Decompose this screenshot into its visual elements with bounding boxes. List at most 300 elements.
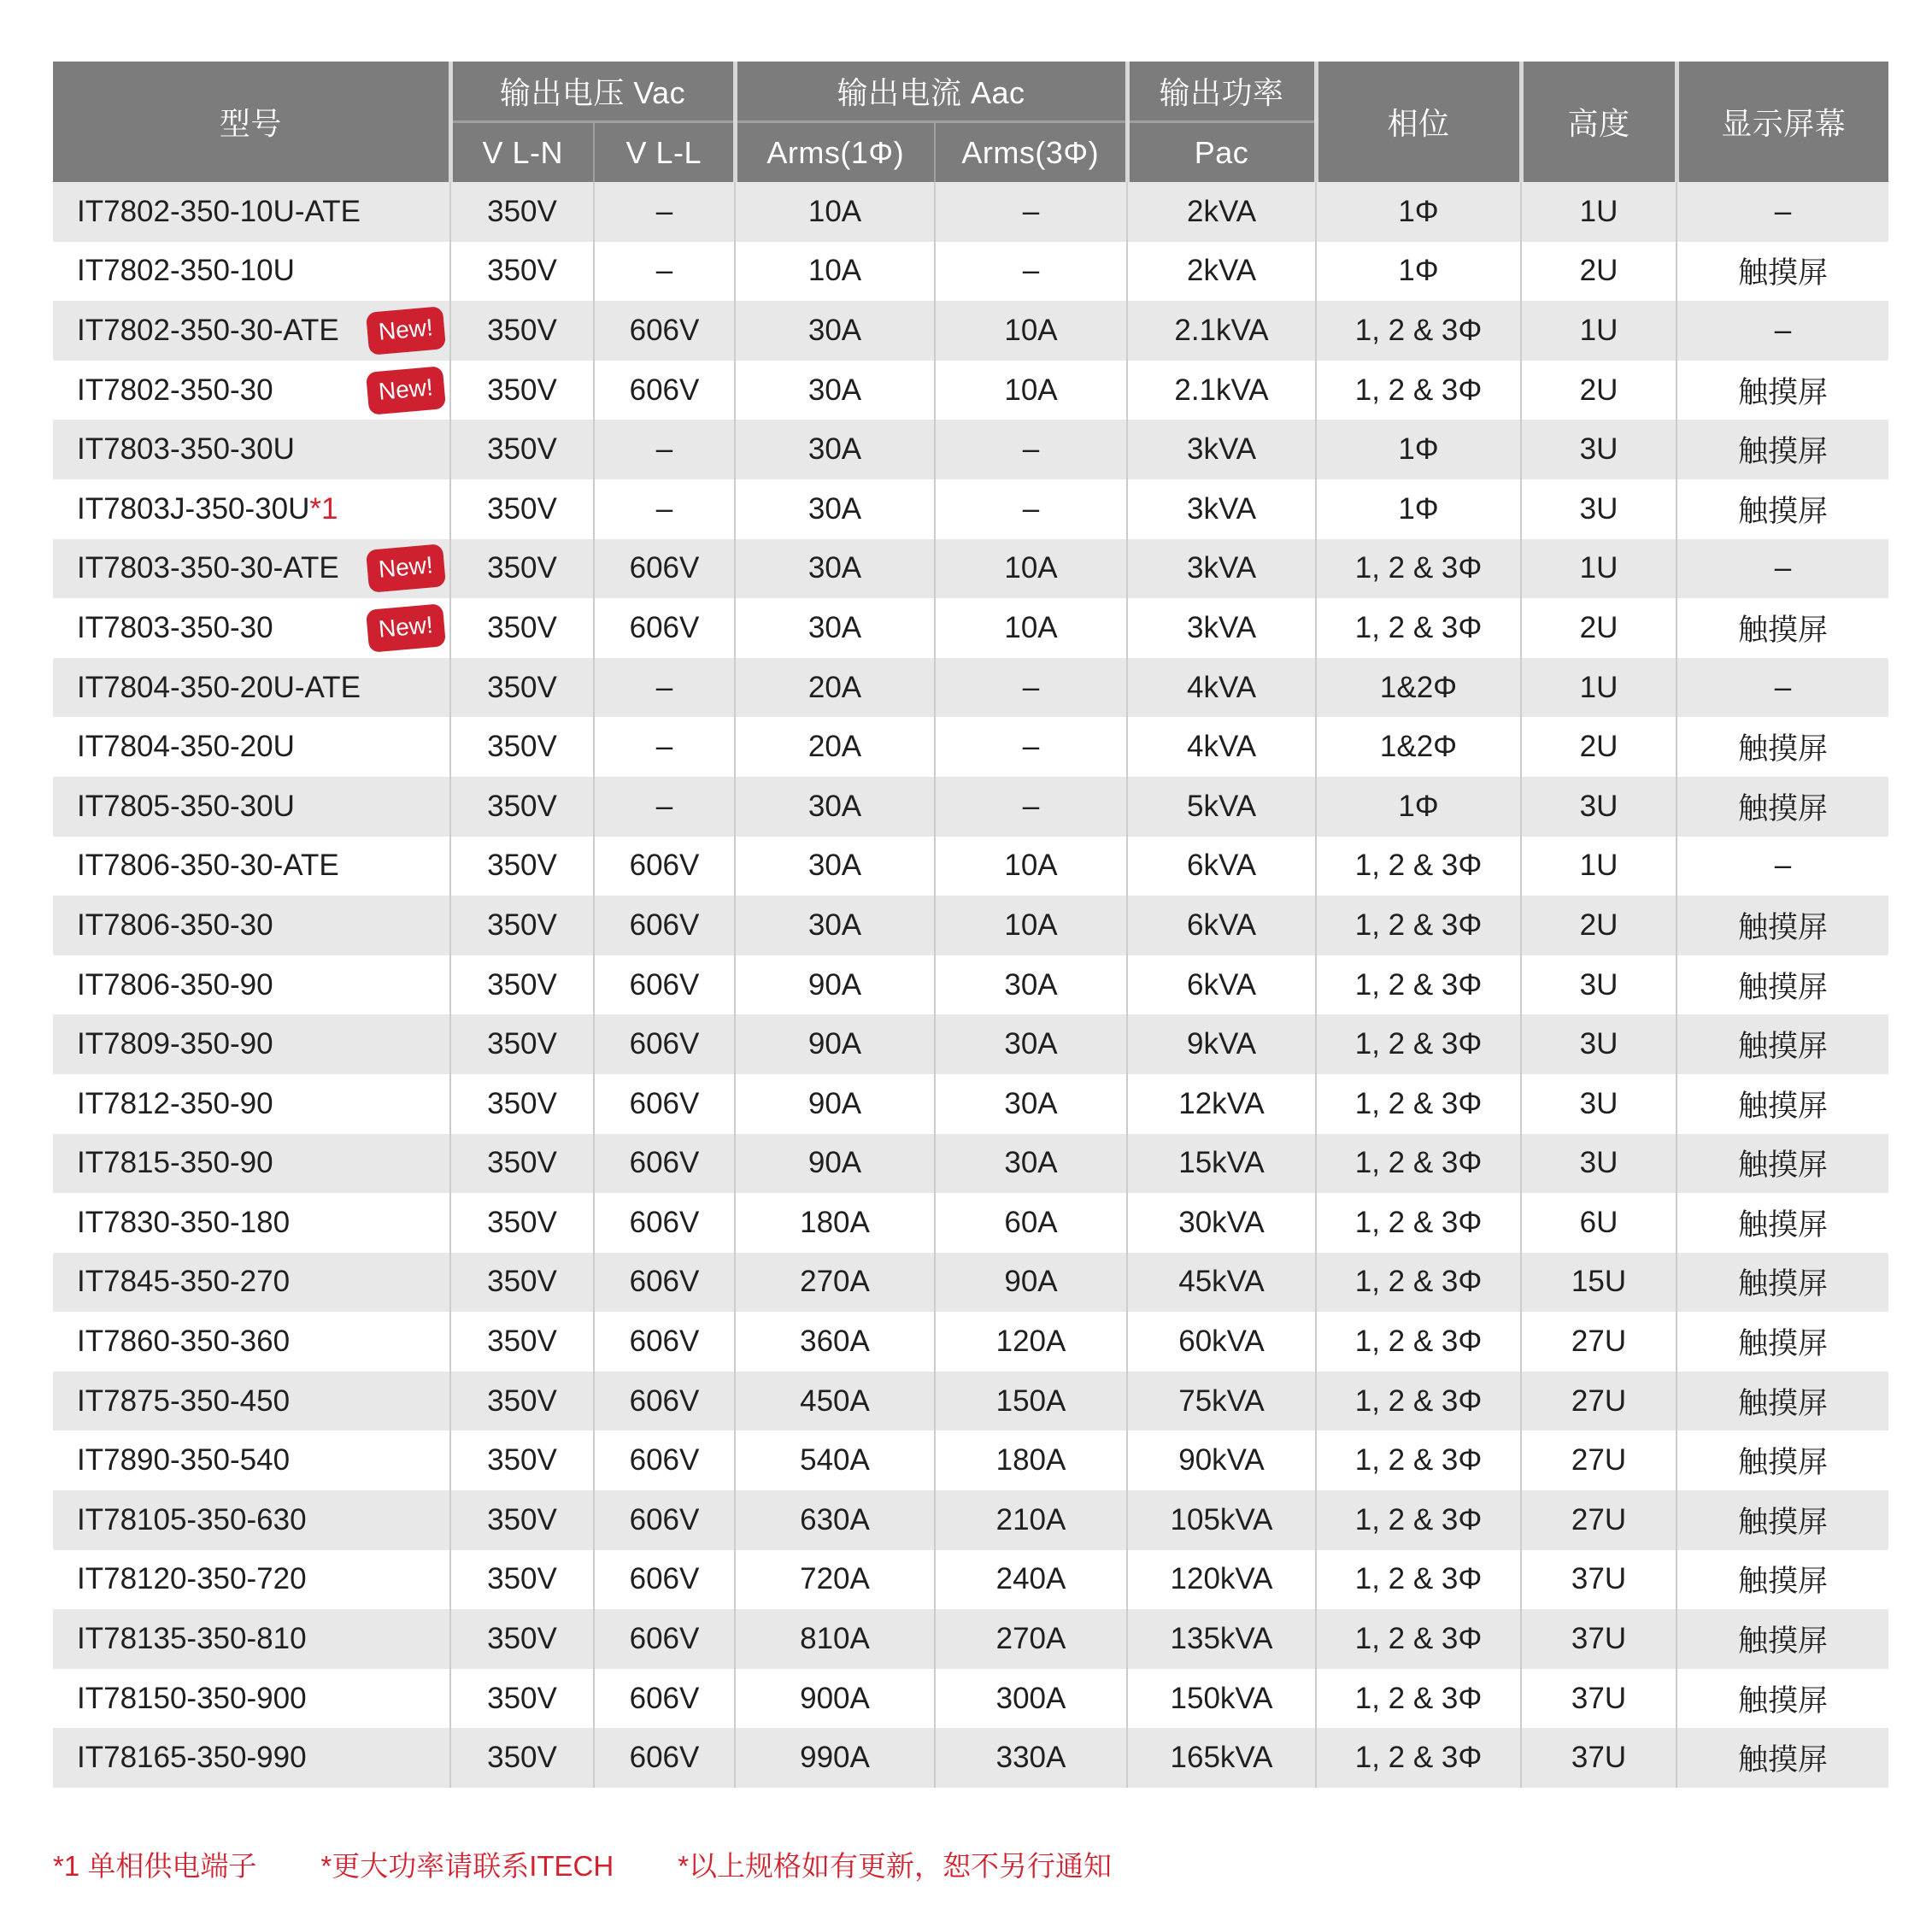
model-cell	[53, 896, 450, 955]
phase-cell: 1Φ	[1316, 479, 1521, 539]
height-cell: 1U	[1521, 301, 1677, 361]
height-cell: 27U	[1521, 1431, 1677, 1490]
table-row	[53, 658, 1888, 718]
pac-cell: 3kVA	[1127, 598, 1316, 658]
arms3-cell: 10A	[935, 539, 1127, 599]
vll-cell: 606V	[594, 1609, 735, 1669]
vln-cell: 350V	[450, 777, 594, 837]
arms1-cell: 630A	[735, 1490, 935, 1550]
display-cell: –	[1774, 194, 1792, 228]
display-cell: 触摸屏	[1738, 1386, 1829, 1420]
col-header-display: 显示屏幕	[1677, 62, 1888, 182]
pac-cell: 2kVA	[1127, 242, 1316, 302]
model-text: IT7802-350-30	[77, 373, 273, 407]
vll-cell: –	[594, 658, 735, 718]
table-row	[53, 777, 1888, 837]
display-cell: 触摸屏	[1738, 1743, 1829, 1777]
arms3-cell: 300A	[935, 1669, 1127, 1729]
phase-cell: 1, 2 & 3Φ	[1316, 1074, 1521, 1134]
display-cell: 触摸屏	[1738, 256, 1829, 291]
pac-cell: 3kVA	[1127, 539, 1316, 599]
vll-cell: 606V	[594, 1490, 735, 1550]
phase-cell: 1Φ	[1316, 420, 1521, 479]
model-text: IT7806-350-30	[77, 908, 273, 942]
model-text: IT7802-350-30-ATE	[77, 313, 339, 347]
col-header-model: 型号	[53, 62, 450, 182]
vll-cell: 606V	[594, 1550, 735, 1610]
display-cell: 触摸屏	[1738, 1207, 1829, 1242]
arms3-cell: 120A	[935, 1312, 1127, 1372]
phase-cell: 1, 2 & 3Φ	[1316, 955, 1521, 1015]
height-cell: 3U	[1521, 777, 1677, 837]
arms1-cell: 10A	[735, 242, 935, 302]
vll-cell: 606V	[594, 1728, 735, 1788]
col-header-height: 高度	[1521, 62, 1677, 182]
table-row	[53, 1609, 1888, 1669]
model-cell	[53, 242, 450, 302]
pac-cell: 5kVA	[1127, 777, 1316, 837]
pac-cell: 6kVA	[1127, 896, 1316, 955]
pac-cell: 3kVA	[1127, 479, 1316, 539]
footnotes	[53, 1844, 1112, 1884]
col-header-arms3: Arms(3Φ)	[935, 122, 1127, 183]
table-row	[53, 1074, 1888, 1134]
pac-cell: 75kVA	[1127, 1372, 1316, 1431]
display-cell: 触摸屏	[1738, 1624, 1829, 1659]
vln-cell: 350V	[450, 717, 594, 777]
arms1-cell: 810A	[735, 1609, 935, 1669]
arms1-cell: 450A	[735, 1372, 935, 1431]
vll-cell: –	[594, 777, 735, 837]
pac-cell: 135kVA	[1127, 1609, 1316, 1669]
table-row	[53, 1490, 1888, 1550]
height-cell: 27U	[1521, 1312, 1677, 1372]
model-cell	[53, 1550, 450, 1610]
vln-cell: 350V	[450, 1728, 594, 1788]
display-cell: 触摸屏	[1738, 791, 1829, 825]
display-cell: –	[1774, 313, 1792, 347]
col-header-arms1: Arms(1Φ)	[735, 122, 935, 183]
arms1-cell: 90A	[735, 1134, 935, 1194]
height-cell: 3U	[1521, 479, 1677, 539]
phase-cell: 1, 2 & 3Φ	[1316, 1014, 1521, 1074]
vll-cell: –	[594, 182, 735, 242]
table-row	[53, 1728, 1888, 1788]
vln-cell: 350V	[450, 1193, 594, 1253]
display-cell: 触摸屏	[1738, 1089, 1829, 1123]
arms1-cell: 540A	[735, 1431, 935, 1490]
vln-cell: 350V	[450, 598, 594, 658]
table-body	[53, 182, 1888, 1788]
vll-cell: 606V	[594, 1134, 735, 1194]
arms1-cell: 30A	[735, 479, 935, 539]
height-cell: 3U	[1521, 1014, 1677, 1074]
model-cell	[53, 361, 450, 420]
col-header-vll: V L-L	[594, 122, 735, 183]
pac-cell: 150kVA	[1127, 1669, 1316, 1729]
arms3-cell: 90A	[935, 1253, 1127, 1313]
vll-cell: 606V	[594, 1312, 735, 1372]
height-cell: 37U	[1521, 1728, 1677, 1788]
vll-cell: –	[594, 420, 735, 479]
arms1-cell: 990A	[735, 1728, 935, 1788]
table-row	[53, 1312, 1888, 1372]
vln-cell: 350V	[450, 1074, 594, 1134]
table-row	[53, 539, 1888, 599]
model-cell	[53, 717, 450, 777]
table-row	[53, 182, 1888, 242]
arms1-cell: 20A	[735, 717, 935, 777]
new-badge: New!	[366, 603, 446, 653]
model-cell	[53, 1014, 450, 1074]
table-row	[53, 837, 1888, 896]
display-cell: 触摸屏	[1738, 1267, 1829, 1301]
vln-cell: 350V	[450, 658, 594, 718]
height-cell: 1U	[1521, 182, 1677, 242]
height-cell: 2U	[1521, 896, 1677, 955]
arms1-cell: 30A	[735, 301, 935, 361]
arms1-cell: 900A	[735, 1669, 935, 1729]
model-footnote-ref: *1	[309, 491, 338, 526]
arms3-cell: 30A	[935, 1074, 1127, 1134]
pac-cell: 2kVA	[1127, 182, 1316, 242]
model-text: IT7812-350-90	[77, 1086, 273, 1120]
pac-cell: 45kVA	[1127, 1253, 1316, 1313]
arms3-cell: 10A	[935, 361, 1127, 420]
phase-cell: 1, 2 & 3Φ	[1316, 896, 1521, 955]
height-cell: 15U	[1521, 1253, 1677, 1313]
pac-cell: 6kVA	[1127, 837, 1316, 896]
pac-cell: 4kVA	[1127, 717, 1316, 777]
arms1-cell: 30A	[735, 361, 935, 420]
table-row	[53, 361, 1888, 420]
model-text: IT7803-350-30	[77, 610, 273, 644]
vln-cell: 350V	[450, 420, 594, 479]
phase-cell: 1Φ	[1316, 182, 1521, 242]
vll-cell: –	[594, 717, 735, 777]
model-cell	[53, 598, 450, 658]
height-cell: 1U	[1521, 837, 1677, 896]
pac-cell: 2.1kVA	[1127, 301, 1316, 361]
phase-cell: 1, 2 & 3Φ	[1316, 1669, 1521, 1729]
display-cell: –	[1774, 551, 1792, 585]
model-text: IT7809-350-90	[77, 1027, 273, 1061]
arms3-cell: –	[935, 479, 1127, 539]
model-cell	[53, 1074, 450, 1134]
model-cell	[53, 1490, 450, 1550]
vln-cell: 350V	[450, 1312, 594, 1372]
display-cell: –	[1774, 849, 1792, 883]
phase-cell: 1, 2 & 3Φ	[1316, 1431, 1521, 1490]
table-row	[53, 479, 1888, 539]
model-cell	[53, 301, 450, 361]
arms3-cell: 180A	[935, 1431, 1127, 1490]
height-cell: 3U	[1521, 1074, 1677, 1134]
vln-cell: 350V	[450, 1253, 594, 1313]
table-row	[53, 1134, 1888, 1194]
arms3-cell: 10A	[935, 301, 1127, 361]
display-cell: 触摸屏	[1738, 494, 1829, 528]
height-cell: 37U	[1521, 1609, 1677, 1669]
new-badge: New!	[366, 544, 446, 594]
height-cell: 2U	[1521, 242, 1677, 302]
display-cell: 触摸屏	[1738, 435, 1829, 469]
phase-cell: 1, 2 & 3Φ	[1316, 1609, 1521, 1669]
arms1-cell: 20A	[735, 658, 935, 718]
arms1-cell: 180A	[735, 1193, 935, 1253]
arms3-cell: –	[935, 182, 1127, 242]
phase-cell: 1, 2 & 3Φ	[1316, 1253, 1521, 1313]
vll-cell: 606V	[594, 1193, 735, 1253]
vll-cell: –	[594, 479, 735, 539]
model-cell	[53, 837, 450, 896]
table-row	[53, 1550, 1888, 1610]
pac-cell: 105kVA	[1127, 1490, 1316, 1550]
vln-cell: 350V	[450, 539, 594, 599]
pac-cell: 6kVA	[1127, 955, 1316, 1015]
arms3-cell: 30A	[935, 955, 1127, 1015]
vll-cell: –	[594, 242, 735, 302]
model-text: IT78135-350-810	[77, 1622, 307, 1656]
model-text: IT7830-350-180	[77, 1205, 291, 1239]
arms3-cell: –	[935, 777, 1127, 837]
display-cell: 触摸屏	[1738, 732, 1829, 767]
model-text: IT7806-350-30-ATE	[77, 849, 339, 883]
model-text: IT7806-350-90	[77, 967, 273, 1002]
pac-cell: 9kVA	[1127, 1014, 1316, 1074]
model-cell	[53, 479, 450, 539]
vln-cell: 350V	[450, 242, 594, 302]
table-header	[53, 62, 1888, 182]
arms1-cell: 720A	[735, 1550, 935, 1610]
arms1-cell: 30A	[735, 598, 935, 658]
table-row	[53, 1014, 1888, 1074]
phase-cell: 1Φ	[1316, 777, 1521, 837]
phase-cell: 1Φ	[1316, 242, 1521, 302]
model-cell	[53, 1312, 450, 1372]
height-cell: 37U	[1521, 1669, 1677, 1729]
model-text: IT78165-350-990	[77, 1741, 307, 1775]
model-text: IT7802-350-10U-ATE	[77, 194, 361, 228]
col-header-vln: V L-N	[450, 122, 594, 183]
arms3-cell: 30A	[935, 1014, 1127, 1074]
vln-cell: 350V	[450, 479, 594, 539]
phase-cell: 1, 2 & 3Φ	[1316, 837, 1521, 896]
height-cell: 1U	[1521, 658, 1677, 718]
arms3-cell: 240A	[935, 1550, 1127, 1610]
arms1-cell: 270A	[735, 1253, 935, 1313]
arms3-cell: 10A	[935, 896, 1127, 955]
new-badge: New!	[366, 306, 446, 355]
model-text: IT7804-350-20U-ATE	[77, 670, 361, 704]
arms1-cell: 30A	[735, 896, 935, 955]
arms1-cell: 90A	[735, 955, 935, 1015]
arms3-cell: –	[935, 420, 1127, 479]
vll-cell: 606V	[594, 955, 735, 1015]
height-cell: 6U	[1521, 1193, 1677, 1253]
vll-cell: 606V	[594, 896, 735, 955]
height-cell: 3U	[1521, 420, 1677, 479]
display-cell: 触摸屏	[1738, 910, 1829, 944]
model-cell	[53, 658, 450, 718]
model-text: IT7803J-350-30U	[77, 491, 310, 526]
vln-cell: 350V	[450, 1490, 594, 1550]
arms1-cell: 30A	[735, 777, 935, 837]
arms3-cell: 30A	[935, 1134, 1127, 1194]
phase-cell: 1&2Φ	[1316, 717, 1521, 777]
phase-cell: 1, 2 & 3Φ	[1316, 1193, 1521, 1253]
table-row	[53, 1431, 1888, 1490]
phase-cell: 1, 2 & 3Φ	[1316, 1550, 1521, 1610]
arms3-cell: 10A	[935, 598, 1127, 658]
vll-cell: 606V	[594, 361, 735, 420]
model-text: IT7804-350-20U	[77, 730, 295, 764]
arms1-cell: 30A	[735, 837, 935, 896]
model-text: IT7803-350-30-ATE	[77, 551, 339, 585]
pac-cell: 3kVA	[1127, 420, 1316, 479]
phase-cell: 1, 2 & 3Φ	[1316, 598, 1521, 658]
arms1-cell: 30A	[735, 539, 935, 599]
vln-cell: 350V	[450, 361, 594, 420]
height-cell: 37U	[1521, 1550, 1677, 1610]
vll-cell: 606V	[594, 539, 735, 599]
height-cell: 2U	[1521, 361, 1677, 420]
model-cell	[53, 182, 450, 242]
model-text: IT7805-350-30U	[77, 789, 295, 823]
pac-cell: 120kVA	[1127, 1550, 1316, 1610]
col-header-power-group: 输出功率	[1127, 62, 1316, 122]
display-cell: 触摸屏	[1738, 1030, 1829, 1064]
phase-cell: 1, 2 & 3Φ	[1316, 1312, 1521, 1372]
height-cell: 3U	[1521, 955, 1677, 1015]
vln-cell: 350V	[450, 1372, 594, 1431]
arms1-cell: 90A	[735, 1074, 935, 1134]
table-row	[53, 301, 1888, 361]
pac-cell: 30kVA	[1127, 1193, 1316, 1253]
vln-cell: 350V	[450, 837, 594, 896]
arms3-cell: 150A	[935, 1372, 1127, 1431]
col-header-voltage-group: 输出电压 Vac	[450, 62, 735, 122]
height-cell: 1U	[1521, 539, 1677, 599]
model-text: IT7860-350-360	[77, 1325, 291, 1359]
arms3-cell: –	[935, 658, 1127, 718]
table-row	[53, 242, 1888, 302]
height-cell: 2U	[1521, 717, 1677, 777]
vln-cell: 350V	[450, 1014, 594, 1074]
arms3-cell: –	[935, 242, 1127, 302]
table-row	[53, 896, 1888, 955]
model-cell	[53, 1728, 450, 1788]
vln-cell: 350V	[450, 182, 594, 242]
arms1-cell: 10A	[735, 182, 935, 242]
arms1-cell: 30A	[735, 420, 935, 479]
display-cell: 触摸屏	[1738, 1565, 1829, 1599]
vln-cell: 350V	[450, 955, 594, 1015]
phase-cell: 1, 2 & 3Φ	[1316, 1372, 1521, 1431]
model-text: IT7815-350-90	[77, 1146, 273, 1180]
model-text: IT78150-350-900	[77, 1681, 307, 1715]
new-badge: New!	[366, 366, 446, 415]
arms3-cell: 330A	[935, 1728, 1127, 1788]
table-row	[53, 1193, 1888, 1253]
model-text: IT7802-350-10U	[77, 254, 295, 288]
display-cell: 触摸屏	[1738, 970, 1829, 1004]
model-text: IT7890-350-540	[77, 1443, 291, 1478]
display-cell: –	[1774, 670, 1792, 704]
display-cell: 触摸屏	[1738, 1327, 1829, 1361]
pac-cell: 165kVA	[1127, 1728, 1316, 1788]
vll-cell: 606V	[594, 1669, 735, 1729]
display-cell: 触摸屏	[1738, 613, 1829, 647]
vll-cell: 606V	[594, 1372, 735, 1431]
vln-cell: 350V	[450, 1431, 594, 1490]
vln-cell: 350V	[450, 301, 594, 361]
col-header-pac: Pac	[1127, 122, 1316, 183]
height-cell: 27U	[1521, 1490, 1677, 1550]
arms3-cell: –	[935, 717, 1127, 777]
model-text: IT78120-350-720	[77, 1562, 307, 1596]
model-text: IT7845-350-270	[77, 1265, 291, 1299]
pac-cell: 90kVA	[1127, 1431, 1316, 1490]
phase-cell: 1, 2 & 3Φ	[1316, 1728, 1521, 1788]
model-cell	[53, 1431, 450, 1490]
arms3-cell: 10A	[935, 837, 1127, 896]
model-cell	[53, 777, 450, 837]
footnote-contact-itech: *更大功率请联系ITECH	[320, 1850, 614, 1882]
phase-cell: 1, 2 & 3Φ	[1316, 1134, 1521, 1194]
phase-cell: 1&2Φ	[1316, 658, 1521, 718]
vln-cell: 350V	[450, 1550, 594, 1610]
model-cell	[53, 1193, 450, 1253]
display-cell: 触摸屏	[1738, 1683, 1829, 1718]
arms3-cell: 210A	[935, 1490, 1127, 1550]
table-row	[53, 1372, 1888, 1431]
display-cell: 触摸屏	[1738, 375, 1829, 409]
arms3-cell: 270A	[935, 1609, 1127, 1669]
phase-cell: 1, 2 & 3Φ	[1316, 361, 1521, 420]
arms3-cell: 60A	[935, 1193, 1127, 1253]
height-cell: 27U	[1521, 1372, 1677, 1431]
display-cell: 触摸屏	[1738, 1505, 1829, 1539]
pac-cell: 15kVA	[1127, 1134, 1316, 1194]
vln-cell: 350V	[450, 896, 594, 955]
footnote-single-phase-terminal: *1 单相供电端子	[53, 1850, 257, 1882]
model-cell	[53, 1669, 450, 1729]
model-cell	[53, 1134, 450, 1194]
arms1-cell: 90A	[735, 1014, 935, 1074]
table-row	[53, 717, 1888, 777]
model-cell	[53, 955, 450, 1015]
model-text: IT7803-350-30U	[77, 432, 295, 467]
spec-table	[53, 62, 1888, 1788]
pac-cell: 60kVA	[1127, 1312, 1316, 1372]
vll-cell: 606V	[594, 1431, 735, 1490]
phase-cell: 1, 2 & 3Φ	[1316, 1490, 1521, 1550]
phase-cell: 1, 2 & 3Φ	[1316, 539, 1521, 599]
col-header-phase: 相位	[1316, 62, 1521, 182]
model-cell	[53, 420, 450, 479]
vll-cell: 606V	[594, 1253, 735, 1313]
table-row	[53, 1669, 1888, 1729]
col-header-current-group: 输出电流 Aac	[735, 62, 1127, 122]
pac-cell: 12kVA	[1127, 1074, 1316, 1134]
model-cell	[53, 1372, 450, 1431]
model-cell	[53, 1609, 450, 1669]
table-row	[53, 1253, 1888, 1313]
header-row-groups	[53, 62, 1888, 122]
display-cell: 触摸屏	[1738, 1446, 1829, 1480]
vll-cell: 606V	[594, 598, 735, 658]
